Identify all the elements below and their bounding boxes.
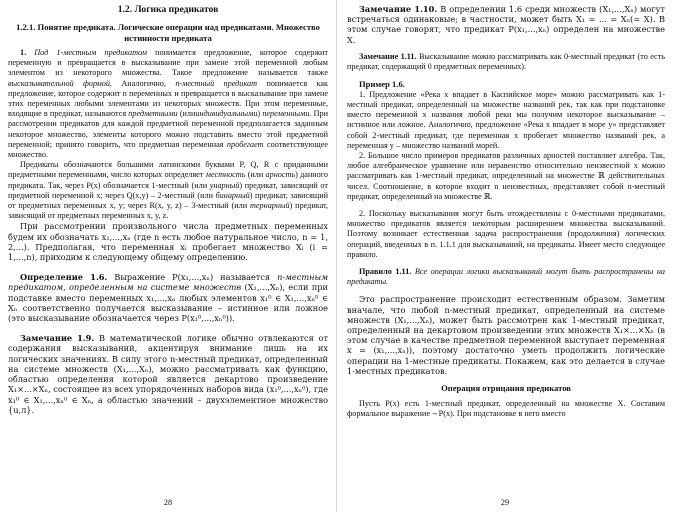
right-page	[337, 0, 673, 512]
term: предметными	[128, 109, 178, 119]
term: переменными.	[262, 109, 312, 119]
rule-label: Правило 1.11.	[359, 266, 412, 276]
text: В определении 1.6 среди множеств (X₁,...,Xₙ) могут встречаться одинаковые; в частности, может быть X₁ = ... = Xₙ(= X). В этом случае говорят, что предикат P(x₁,...,xₙ) определен на множестве X.	[347, 4, 665, 45]
paragraph-3-right: Это распространение происходит естественным образом. Заметим вначале, что любой n-местный предикат, определенный на системе множеств (X₁,...,Xₙ), может быть рассмотрен как 1-местный предикат, определенный на декартовом произведении этих множеств X₁×...×Xₙ (в этом случае в качестве предметной переменной выступает переменная x = (x₁,...,xₙ)), поэтому достаточно уметь продолжить логические операции на 1-местные предикаты. Покажем, как это делается в случае 1-местных предикатов.	[347, 294, 665, 376]
text: Аналогично,	[121, 78, 166, 88]
text: понимается как предложение, которое содержит n переменных и превращается в высказывание при замене этих переменных любыми элементами из некоторых множеств. При этом переменные, входящие в предикат, называются	[8, 78, 328, 119]
text: ) предикат, зависящий от предметной переменной x; через Q(x,y) – 2-местный (или	[8, 180, 328, 200]
definition-1-6	[8, 272, 328, 323]
text: При рассмотрении предикатов для каждой предметной переменной предполагается заданным некоторое множество, элементы которого можно подставить вместо этой предметной переменной; принято говорить, что предметная переменная	[8, 109, 329, 149]
paragraph-2	[8, 160, 328, 221]
negation-title: Операция отрицания предикатов	[441, 383, 571, 393]
term: индивидуальными	[195, 109, 258, 119]
text: Высказывание можно рассматривать как 0-местный предикат (то есть предикат, содержащий 0 предметных переменных).	[347, 51, 666, 72]
text: (или	[179, 109, 196, 119]
remark-1-11	[347, 52, 665, 72]
definition-label: Определение 1.6.	[20, 272, 108, 283]
remark-label: Замечание 1.11.	[359, 51, 417, 61]
text: )	[257, 109, 261, 119]
text: понимается предложение, которое содержит переменную и превращается в высказывание при замене этой переменной любым элементом из некоторого множества. Такое предложение называется также	[8, 48, 329, 78]
text: (X₁,...,Xₙ), если при подставке вместо переменных x₁,...,xₙ любых элементов x₁⁰ ∈ X₁,...,xₙ⁰ ∈ Xₙ соответственно получается высказывание – истинное или ложное (это высказывание обозначается через P(x₁⁰,...,xₙ⁰)).	[8, 282, 328, 324]
remark-label: Замечание 1.10.	[359, 4, 438, 14]
term: бинарный	[215, 190, 250, 200]
page-number-left: 28	[163, 498, 173, 507]
text: Выражение P(x₁,...,xₙ) называется	[114, 272, 271, 283]
text: (или	[247, 170, 264, 180]
example-item-2: 2. Большое число примеров предикатов различных арностей поставляет алгебра. Так, любое алгебраическое уравнение или неравенство относительно неизвестной x можно рассматривать как 1-местный предикат, определенный на множестве ℝ действительных чисел. Соотношение, в которое входит n неизвестных, представляет собой n-местный предикат, определенный на множестве ℝ.	[347, 150, 665, 201]
term: высказывательной формой.	[8, 78, 112, 88]
p1-number: 1.	[20, 48, 27, 57]
paragraph-3: При рассмотрении произвольного числа предметных переменных будем их обозначать x₁,...,xₙ (где n есть любое натуральное число, n = 1, 2,...). Предполагая, что переменная xᵢ пробегает множество Xᵢ (i = 1,...,n), приходим к следующему общему определению.	[8, 221, 328, 263]
text: соответствующее множество.	[8, 139, 328, 160]
text: ) предикат, зависящий от предметных переменных x, y, z.	[8, 201, 329, 221]
term: Под 1-местным предикатом	[34, 48, 147, 57]
section-title: 1.2. Логика предикатов	[117, 4, 219, 15]
rule-1-11	[347, 267, 665, 287]
remark-label: Замечание 1.9.	[20, 333, 95, 344]
term: арность	[265, 170, 296, 180]
text: ) предикат, зависящий от предметных переменных x, y; через R(x, y, z) – 3-местный (или	[8, 190, 328, 211]
remark-1-9	[8, 333, 328, 415]
term: унарный	[209, 180, 240, 190]
term: n-местный предикат	[175, 78, 258, 88]
text: ) данного предиката. Так, через P(x) обозначается 1-местный (или	[8, 170, 329, 190]
rule-text: Все операции логики высказываний могут быть распространены на предикаты.	[347, 266, 666, 287]
example-title: Пример 1.6.	[359, 79, 405, 90]
remark-1-10	[347, 4, 665, 45]
paragraph-1	[8, 48, 328, 160]
negation-text: Пусть P(x) есть 1-местный предикат, определенный на множестве X. Составим формальное выражение ¬ P(x). При подстановке в него вместо	[347, 398, 665, 418]
term: тернарный	[250, 201, 290, 211]
term: местность	[205, 170, 246, 180]
paragraph-2-right: 2. Поскольку высказывания могут быть отождествлены с 0-местными предикатами, множество предикатов является некоторым расширением множества высказываний. Поэтому возникает естественная задача распространения (продолжения) логических операций, введенных в п. 1.1.1 для высказываний, на предикаты. Имеет место следующее правило.	[347, 208, 665, 259]
term: пробегает	[226, 139, 264, 149]
subsection-title: 1.2.1. Понятие предиката. Логические операции над предикатами. Множество истинности предиката	[16, 22, 320, 43]
text: В математической логике обычно отвлекаются от содержания высказываний, акцентируя внимание лишь на их логических значениях. В силу этого n-местный предикат, определенный на системе множеств (X₁,...,Xₙ), можно рассматривать как функцию, областью определения которой является декартово произведение X₁×...×Xₙ, состоящее из всех упорядоченных наборов вида (x₁⁰,...,xₙ⁰), где x₁⁰ ∈ X₁,...,xₙ⁰ ∈ Xₙ, а областью значений – двухэлементное множество {u,л}.	[8, 333, 328, 415]
page-number-right: 29	[500, 498, 510, 507]
term: n-местным предикатом, определенным на системе множеств	[8, 272, 328, 293]
text: Предикаты обозначаются большими латинскими буквами P, Q, R с приданными предметными переменными, число которых определяет	[8, 160, 328, 180]
example-item-1: 1. Предложение «Река x впадает в Каспийское море» можно рассматривать как 1-местный предикат, определенный на множестве названий рек, так как при подстановке вместо переменной x названия любой реки мы получим некоторое высказывание – истинное или ложное. Аналогично, предложение «Река x впадает в море y» представляет собой 2-местный предикат, где переменная x пробегает множество названий рек, а переменная y – множество названий морей.	[347, 89, 665, 150]
